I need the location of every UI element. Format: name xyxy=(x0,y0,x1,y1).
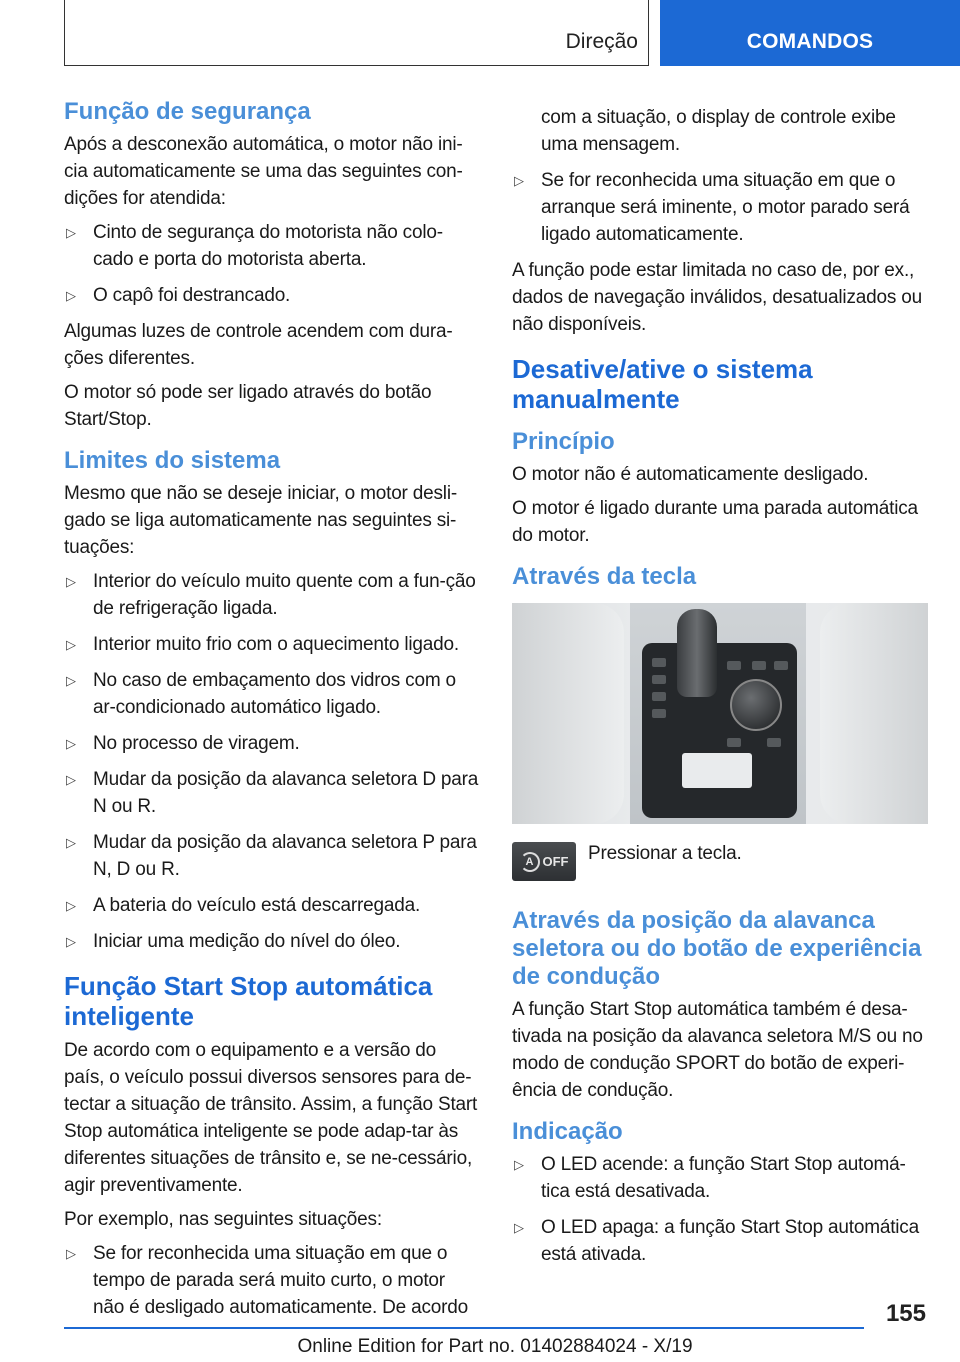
paragraph-lights: Algumas luzes de controle acendem com dura-ções diferentes. xyxy=(64,321,453,369)
header-section-title: Direção xyxy=(565,30,638,53)
auto-start-stop-off-button[interactable]: A OFF xyxy=(512,842,576,881)
list-item: ▷ A bateria do veículo está descarregada. xyxy=(64,892,480,919)
paragraph-lever: A função Start Stop automática também é desa-tivada na posição da alavanca seletora M/S ou no modo de condução SPORT do botão de experi-ência de condução. xyxy=(512,999,923,1101)
list-item: ▷ Interior do veículo muito quente com a fun-ção de refrigeração ligada. xyxy=(64,568,480,622)
page-header xyxy=(0,0,960,66)
list-item: ▷ O LED apaga: a função Start Stop automática está ativada. xyxy=(512,1214,928,1268)
list-item: com a situação, o display de controle exibe uma mensagem. xyxy=(541,107,896,155)
paragraph-intelligent: De acordo com o equipamento e a versão do país, o veículo possui diversos sensores para de-tectar a situação de trânsito. Assim, a função Start Stop automática inteligente se pode adap-tar às diferentes situações de trânsito e, se ne-cessário, agir preventivamente. xyxy=(64,1040,478,1196)
heading-principle: Princípio xyxy=(512,428,615,455)
triangle-bullet-icon: ▷ xyxy=(66,772,76,787)
auto-start-stop-icon: A xyxy=(520,852,540,872)
left-column xyxy=(64,98,480,1330)
heading-system-limits: Limites do sistema xyxy=(64,447,281,474)
header-chapter-tab[interactable]: COMANDOS xyxy=(660,0,960,66)
list-item: ▷ Interior muito frio com o aquecimento ligado. xyxy=(64,631,480,658)
paragraph-security: Após a desconexão automática, o motor não ini-cia automaticamente se uma das seguintes con-dições for atendida: xyxy=(64,134,463,209)
gear-selector-lever xyxy=(677,609,717,697)
security-conditions-list xyxy=(64,219,480,309)
heading-manual-deactivate: Desative/ative o sistema manualmente xyxy=(512,354,813,414)
indication-list xyxy=(512,1151,928,1268)
triangle-bullet-icon: ▷ xyxy=(66,574,76,589)
paragraph-principle-2: O motor é ligado durante uma parada automática do motor. xyxy=(512,498,918,546)
list-item: ▷ Mudar da posição da alavanca seletora P para N, D ou R. xyxy=(64,829,480,883)
list-item: ▷ Cinto de segurança do motorista não colo-cado e porta do motorista aberta. xyxy=(64,219,480,273)
heading-intelligent-start-stop: Função Start Stop automática inteligente xyxy=(64,971,433,1031)
list-item: ▷ O capô foi destrancado. xyxy=(64,282,480,309)
list-item: ▷ Se for reconhecida uma situação em que o arranque será iminente, o motor parado será ligado automaticamente. xyxy=(512,167,928,248)
header-frame xyxy=(64,0,649,66)
triangle-bullet-icon: ▷ xyxy=(66,637,76,652)
paragraph-press-key: Pressionar a tecla. xyxy=(588,843,742,864)
triangle-bullet-icon: ▷ xyxy=(66,1246,76,1261)
heading-via-button: Através da tecla xyxy=(512,563,697,590)
heading-via-lever: Através da posição da alavanca seletora ou do botão de experiência de condução xyxy=(512,907,922,990)
off-key-instruction xyxy=(512,842,928,881)
limits-list xyxy=(64,568,480,955)
triangle-bullet-icon: ▷ xyxy=(66,835,76,850)
list-item: ▷ Mudar da posição da alavanca seletora D para N ou R. xyxy=(64,766,480,820)
heading-indication: Indicação xyxy=(512,1118,623,1145)
triangle-bullet-icon: ▷ xyxy=(514,1157,524,1172)
right-column xyxy=(512,104,928,1277)
list-item: ▷ Iniciar uma medição do nível do óleo. xyxy=(64,928,480,955)
paragraph-function-limited: A função pode estar limitada no caso de, por ex., dados de navegação inválidos, desatualizados ou não disponíveis. xyxy=(512,260,922,335)
triangle-bullet-icon: ▷ xyxy=(66,288,76,303)
paragraph-start-stop-button: O motor só pode ser ligado através do botão Start/Stop. xyxy=(64,382,432,430)
controller-knob xyxy=(730,679,782,731)
triangle-bullet-icon: ▷ xyxy=(514,173,524,188)
paragraph-principle-1: O motor não é automaticamente desligado. xyxy=(512,464,869,485)
page-number: 155 xyxy=(885,1300,926,1327)
triangle-bullet-icon: ▷ xyxy=(66,736,76,751)
triangle-bullet-icon: ▷ xyxy=(66,673,76,688)
list-item: ▷ No caso de embaçamento dos vidros com o ar-condicionado automático ligado. xyxy=(64,667,480,721)
list-item: ▷ Se for reconhecida uma situação em que o tempo de parada será muito curto, o motor não é desligado automaticamente. De acordo xyxy=(64,1240,480,1321)
triangle-bullet-icon: ▷ xyxy=(514,1220,524,1235)
paragraph-limits: Mesmo que não se deseje iniciar, o motor desli-gado se liga automaticamente nas seguintes si-tuações: xyxy=(64,483,457,558)
paragraph-example: Por exemplo, nas seguintes situações: xyxy=(64,1209,382,1230)
heading-security-function: Função de segurança xyxy=(64,98,311,125)
triangle-bullet-icon: ▷ xyxy=(66,934,76,949)
footer-edition-text[interactable]: Online Edition for Part no. 01402884024 - X/19 xyxy=(297,1336,693,1357)
list-item: ▷ O LED acende: a função Start Stop automá-tica está desativada. xyxy=(512,1151,928,1205)
list-item: ▷ No processo de viragem. xyxy=(64,730,480,757)
center-console-photo xyxy=(512,603,928,824)
triangle-bullet-icon: ▷ xyxy=(66,898,76,913)
example-list xyxy=(64,1240,480,1321)
continued-list xyxy=(512,104,928,248)
footer-divider xyxy=(64,1327,864,1329)
triangle-bullet-icon: ▷ xyxy=(66,225,76,240)
